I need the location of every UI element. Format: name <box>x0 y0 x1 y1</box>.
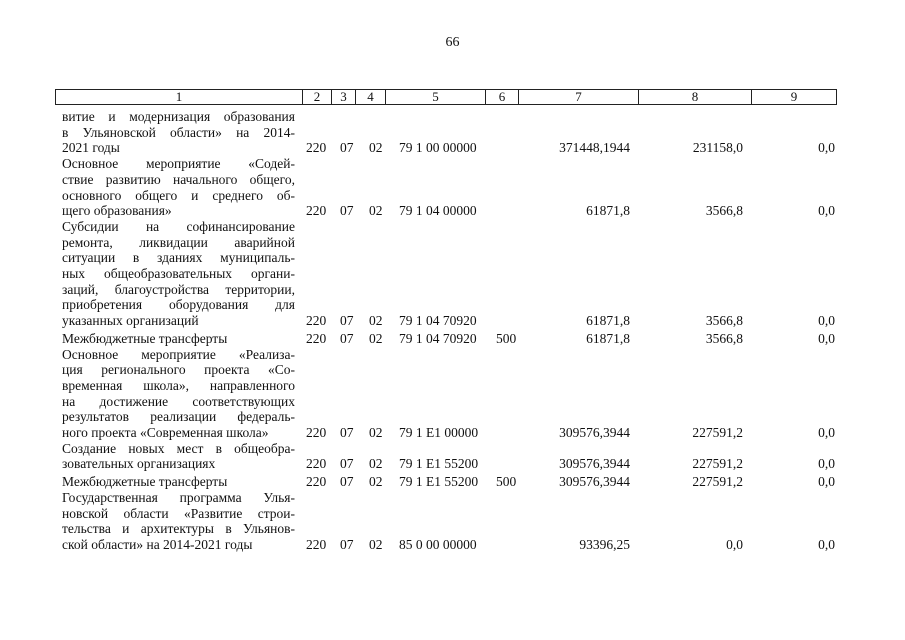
row-cell-c3: 07 <box>340 140 354 156</box>
row-cell-c9: 0,0 <box>818 425 835 440</box>
row-description-line: ция регионального проекта «Со- <box>62 362 295 378</box>
row-cell-c9: 0,0 <box>818 140 835 156</box>
row-description-line: Государственная программа Улья- <box>62 489 295 505</box>
row-cell-c3: 07 <box>340 330 354 346</box>
row-description-line: указанных организаций <box>62 313 199 329</box>
row-cell-c2: 220 <box>306 536 327 552</box>
row-cell-c7: 61871,8 <box>586 313 630 329</box>
row-cell-c8: 227591,2 <box>692 425 743 440</box>
row-description-line: Создание новых мест в общеобра- <box>62 440 295 456</box>
row-cell-c4: 02 <box>369 140 383 156</box>
row-cell-c8: 3566,8 <box>705 313 743 329</box>
row-cell-c6: 500 <box>496 474 517 490</box>
row-description-line: приобретения оборудования для <box>62 297 295 313</box>
row-cell-c7: 371448,1944 <box>559 140 630 156</box>
row-cell-c7: 93396,25 <box>579 536 630 552</box>
row-cell-c7: 61871,8 <box>586 203 630 219</box>
row-description-line: на достижение соответствующих <box>62 393 295 409</box>
row-cell-c5: 85 0 00 00000 <box>399 536 477 552</box>
row-description-line: Межбюджетные трансферты <box>62 330 228 346</box>
row-cell-c8: 0,0 <box>726 536 743 552</box>
row-cell-c4: 02 <box>369 203 383 219</box>
row-cell-c9: 0,0 <box>818 330 835 346</box>
row-description-line: Межбюджетные трансферты <box>62 474 228 490</box>
row-cell-c7: 309576,3944 <box>559 456 630 472</box>
row-cell-c5: 79 1 00 00000 <box>399 140 477 156</box>
row-cell-c4: 02 <box>369 536 383 552</box>
row-cell-c3: 07 <box>340 313 354 329</box>
row-description-line: ных общеобразовательных органи- <box>62 266 295 281</box>
row-cell-c8: 227591,2 <box>692 456 743 472</box>
header-col-1: 1 <box>56 90 303 104</box>
row-description-line: ствие развитию начального общего, <box>62 171 295 187</box>
row-cell-c3: 07 <box>340 536 354 552</box>
row-cell-c3: 07 <box>340 456 354 472</box>
row-description-line: новской области «Развитие строи- <box>62 505 295 521</box>
header-col-9: 9 <box>790 89 798 104</box>
row-cell-c4: 02 <box>369 474 383 490</box>
row-cell-c4: 02 <box>369 330 383 346</box>
header-col-5: 5 <box>386 90 486 104</box>
header-col-8: 8 <box>639 90 752 104</box>
row-cell-c2: 220 <box>306 330 327 346</box>
row-cell-c7: 309576,3944 <box>559 474 630 490</box>
row-description-line: в Ульяновской области» на 2014- <box>62 124 295 140</box>
row-description-line: тельства и архитектуры в Ульянов- <box>62 521 295 537</box>
row-cell-c5: 79 1 04 70920 <box>399 313 477 329</box>
row-cell-c9: 0,0 <box>818 456 835 472</box>
row-cell-c4: 02 <box>369 313 383 329</box>
row-cell-c9: 0,0 <box>818 536 835 552</box>
page-number: 66 <box>445 35 460 50</box>
row-cell-c2: 220 <box>306 140 327 156</box>
row-description-line: 2021 годы <box>62 140 120 156</box>
row-cell-c8: 3566,8 <box>705 330 743 346</box>
row-description-line: зовательных организациях <box>62 456 216 472</box>
row-cell-c7: 309576,3944 <box>559 425 630 440</box>
row-cell-c9: 0,0 <box>818 203 835 219</box>
row-cell-c3: 07 <box>340 425 354 440</box>
row-cell-c6: 500 <box>496 330 517 346</box>
header-col-2: 2 <box>303 90 332 104</box>
row-cell-c2: 220 <box>306 313 327 329</box>
row-cell-c3: 07 <box>340 474 354 490</box>
row-description-line: ного проекта «Современная школа» <box>62 425 269 440</box>
header-col-3: 3 <box>332 90 356 104</box>
row-cell-c7: 61871,8 <box>586 330 630 346</box>
row-cell-c8: 231158,0 <box>692 140 743 156</box>
row-cell-c2: 220 <box>306 203 327 219</box>
row-description-line: временная школа», направленного <box>62 377 295 393</box>
header-col-4: 4 <box>356 90 386 104</box>
row-cell-c9: 0,0 <box>818 313 835 329</box>
row-cell-c9: 0,0 <box>818 474 835 490</box>
header-col-6: 6 <box>486 90 519 104</box>
row-description-line: ремонта, ликвидации аварийной <box>62 234 295 250</box>
row-cell-c5: 79 1 E1 55200 <box>399 474 479 490</box>
row-description-line: Субсидии на софинансирование <box>62 218 295 234</box>
row-description-line: ситуации в зданиях муниципаль- <box>62 250 295 266</box>
row-cell-c2: 220 <box>306 425 327 440</box>
row-cell-c5: 79 1 E1 55200 <box>399 456 479 472</box>
row-cell-c3: 07 <box>340 203 354 219</box>
row-cell-c4: 02 <box>369 425 383 440</box>
row-cell-c5: 79 1 04 00000 <box>399 203 477 219</box>
row-cell-c2: 220 <box>306 456 327 472</box>
row-cell-c5: 79 1 04 70920 <box>399 330 477 346</box>
row-cell-c2: 220 <box>306 474 327 490</box>
row-cell-c8: 3566,8 <box>705 203 743 219</box>
row-cell-c5: 79 1 E1 00000 <box>399 425 479 440</box>
row-description-line: основного общего и среднего об- <box>62 187 295 203</box>
row-description-line: витие и модернизация образования <box>62 109 295 124</box>
row-cell-c4: 02 <box>369 456 383 472</box>
table-header <box>55 89 837 105</box>
row-description-line: заций, благоустройства территории, <box>62 281 295 297</box>
row-description-line: Основное мероприятие «Содей- <box>62 156 295 172</box>
row-cell-c8: 227591,2 <box>692 474 743 490</box>
row-description-line: щего образования» <box>62 203 172 219</box>
row-description-line: Основное мероприятие «Реализа- <box>62 346 295 362</box>
row-description-line: результатов реализации федераль- <box>62 409 295 425</box>
header-col-7: 7 <box>519 90 639 104</box>
row-description-line: ской области» на 2014-2021 годы <box>62 536 253 552</box>
